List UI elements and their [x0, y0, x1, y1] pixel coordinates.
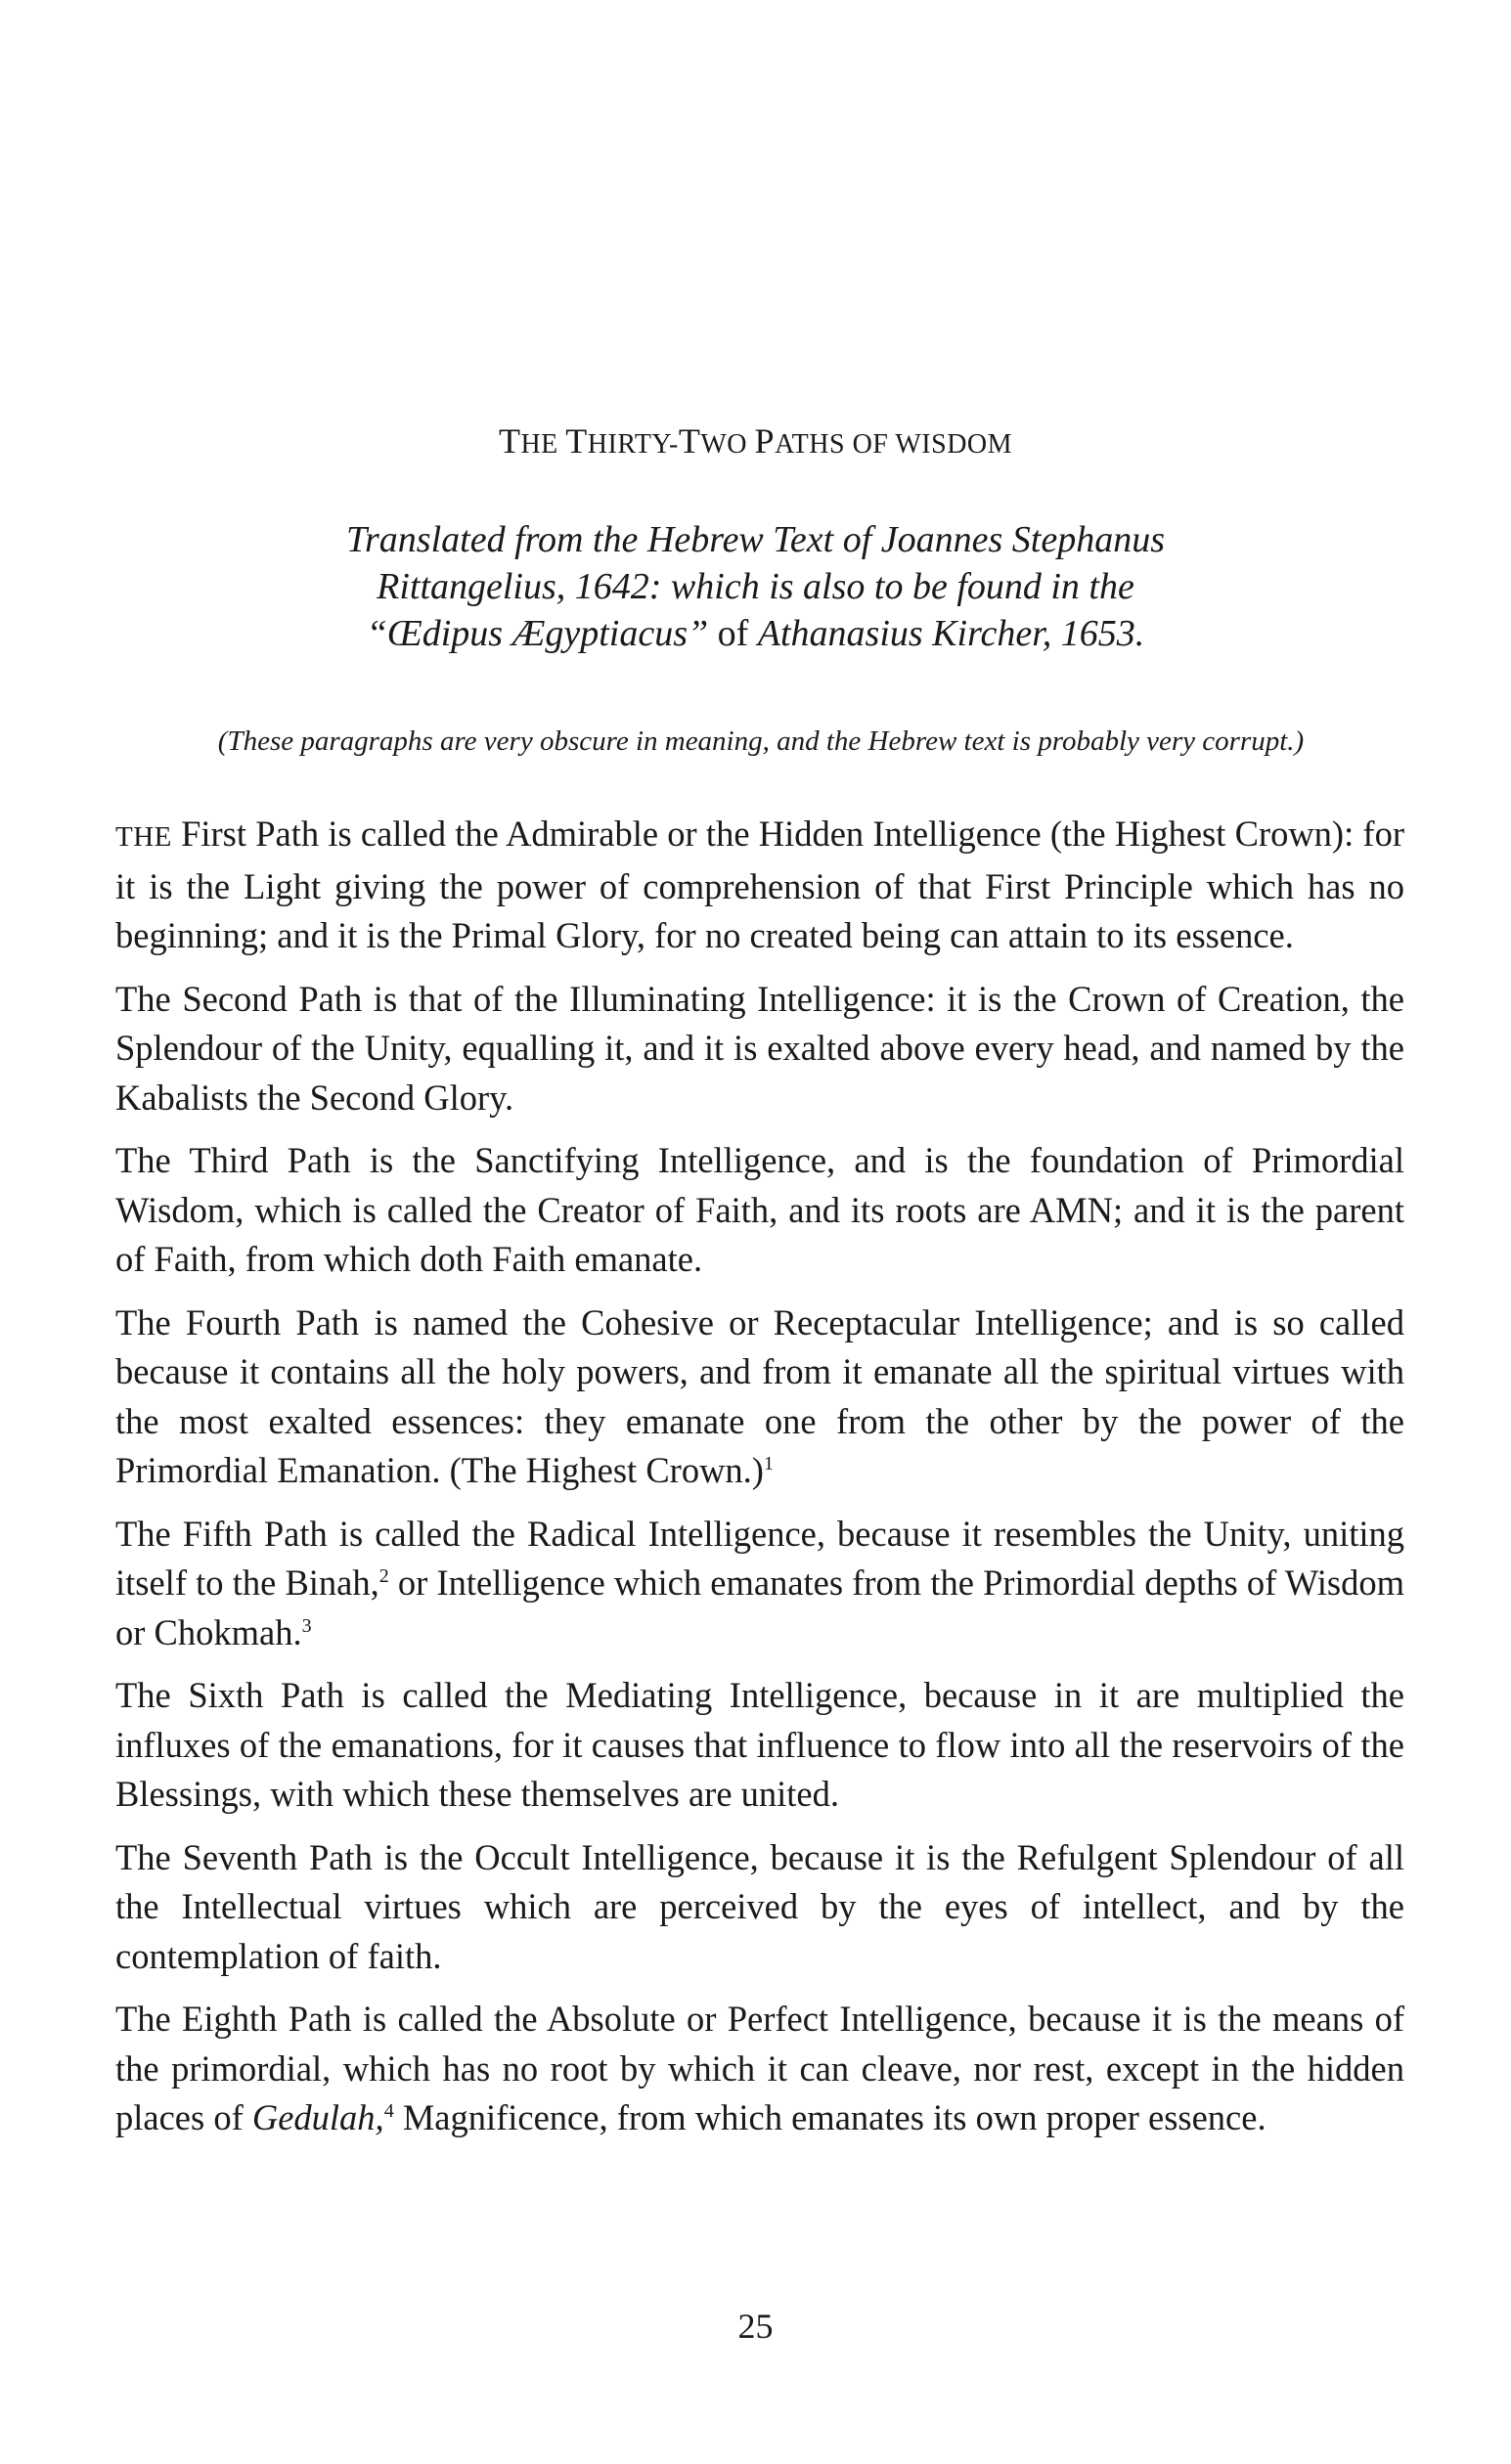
footnote-marker: 2: [378, 1564, 389, 1587]
lead-word: THE: [115, 821, 172, 853]
paragraph-text: The Fifth Path is called the Radical Intelligence, because it resembles the Unity, uniting itself to the Binah,: [115, 1513, 1404, 1603]
paragraph-fourth-path: [115, 1298, 1404, 1496]
paragraph-text: Magnificence, from which emanates its own proper essence.: [393, 2097, 1267, 2137]
paragraph-first-path: [115, 810, 1404, 961]
title-initial-the: T: [498, 421, 521, 461]
subtitle-line-3: [284, 610, 1227, 657]
footnote-marker: 1: [763, 1452, 774, 1474]
title-rest-the: HE: [520, 429, 566, 460]
chapter-title: [0, 420, 1511, 462]
paragraph-third-path: The Third Path is the Sanctifying Intelligence, and is the foundation of Primordial Wisdom, which is called the Creator of Faith, and its roots are AMN; and it is the parent of Faith, from which doth Faith emanate.: [115, 1140, 1404, 1279]
paragraph-text: or Intelligence which emanates from the Primordial depths of Wisdom or Chokmah.: [115, 1562, 1404, 1652]
paragraph-eighth-path: [115, 1995, 1404, 2143]
paragraph-seventh-path: The Seventh Path is the Occult Intelligence, because it is the Refulgent Splendour of all the Intellectual virtues which are perceived by the eyes of intellect, and by the contemplation of faith.: [115, 1836, 1404, 1976]
subtitle-line-2: Rittangelius, 1642: which is also to be found in the: [377, 566, 1134, 607]
subtitle-author: Athanasius Kircher, 1653.: [757, 613, 1145, 654]
page-number: 25: [737, 2307, 774, 2346]
footnote-marker: 4: [383, 2099, 394, 2122]
paragraph-text: First Path is called the Admirable or the Hidden Intelligence (the Highest Crown): for it is the Light giving the power of comprehension of that First Principle which has no beginning; and it is the Primal Glory, for no created being can attain to its essence.: [115, 814, 1404, 955]
body-text: [115, 810, 1404, 2157]
title-rest-thirty: HIRTY-: [587, 429, 679, 460]
title-rest-paths: ATHS OF WISDOM: [775, 429, 1013, 460]
paragraph-text: The Fourth Path is named the Cohesive or Receptacular Intelligence; and is so called because it contains all the holy powers, and from it emanate all the spiritual virtues with the most exalted essences: they emanate one from the other by the power of the Primordial Emanation. (The Highest Crown.): [115, 1301, 1404, 1490]
subtitle-work-title: “Œdipus Ægyptiacus”: [366, 613, 709, 654]
translation-subtitle: [284, 516, 1227, 657]
paragraph-text: The Eighth Path is called the Absolute or Perfect Intelligence, because it is the means of the primordial, which has no root by which it can cleave, nor rest, except in the hidden places of: [115, 1999, 1404, 2137]
title-initial-two: T: [678, 421, 701, 461]
paragraph-second-path: The Second Path is that of the Illuminating Intelligence: it is the Crown of Creation, the Splendour of the Unity, equalling it, and it is exalted above every head, and named by the Kabalists the Second Glory.: [115, 978, 1404, 1118]
subtitle-line-1: Translated from the Hebrew Text of Joannes Stephanus: [345, 519, 1166, 560]
paragraph-sixth-path: The Sixth Path is called the Mediating Intelligence, because in it are multiplied the influxes of the emanations, for it causes that influence to flow into all the reservoirs of the Blessings, with which these themselves are united.: [115, 1675, 1404, 1814]
title-initial-paths: P: [754, 421, 776, 461]
paragraph-fifth-path: [115, 1510, 1404, 1658]
subtitle-of: of: [708, 613, 758, 654]
footnote-marker: 3: [301, 1614, 312, 1637]
title-rest-two: WO: [700, 429, 755, 460]
title-initial-thirty: T: [565, 421, 588, 461]
editorial-note: (These paragraphs are very obscure in meaning, and the Hebrew text is probably very corrupt.): [217, 726, 1305, 757]
gedulah-term: Gedulah,: [251, 2097, 384, 2137]
